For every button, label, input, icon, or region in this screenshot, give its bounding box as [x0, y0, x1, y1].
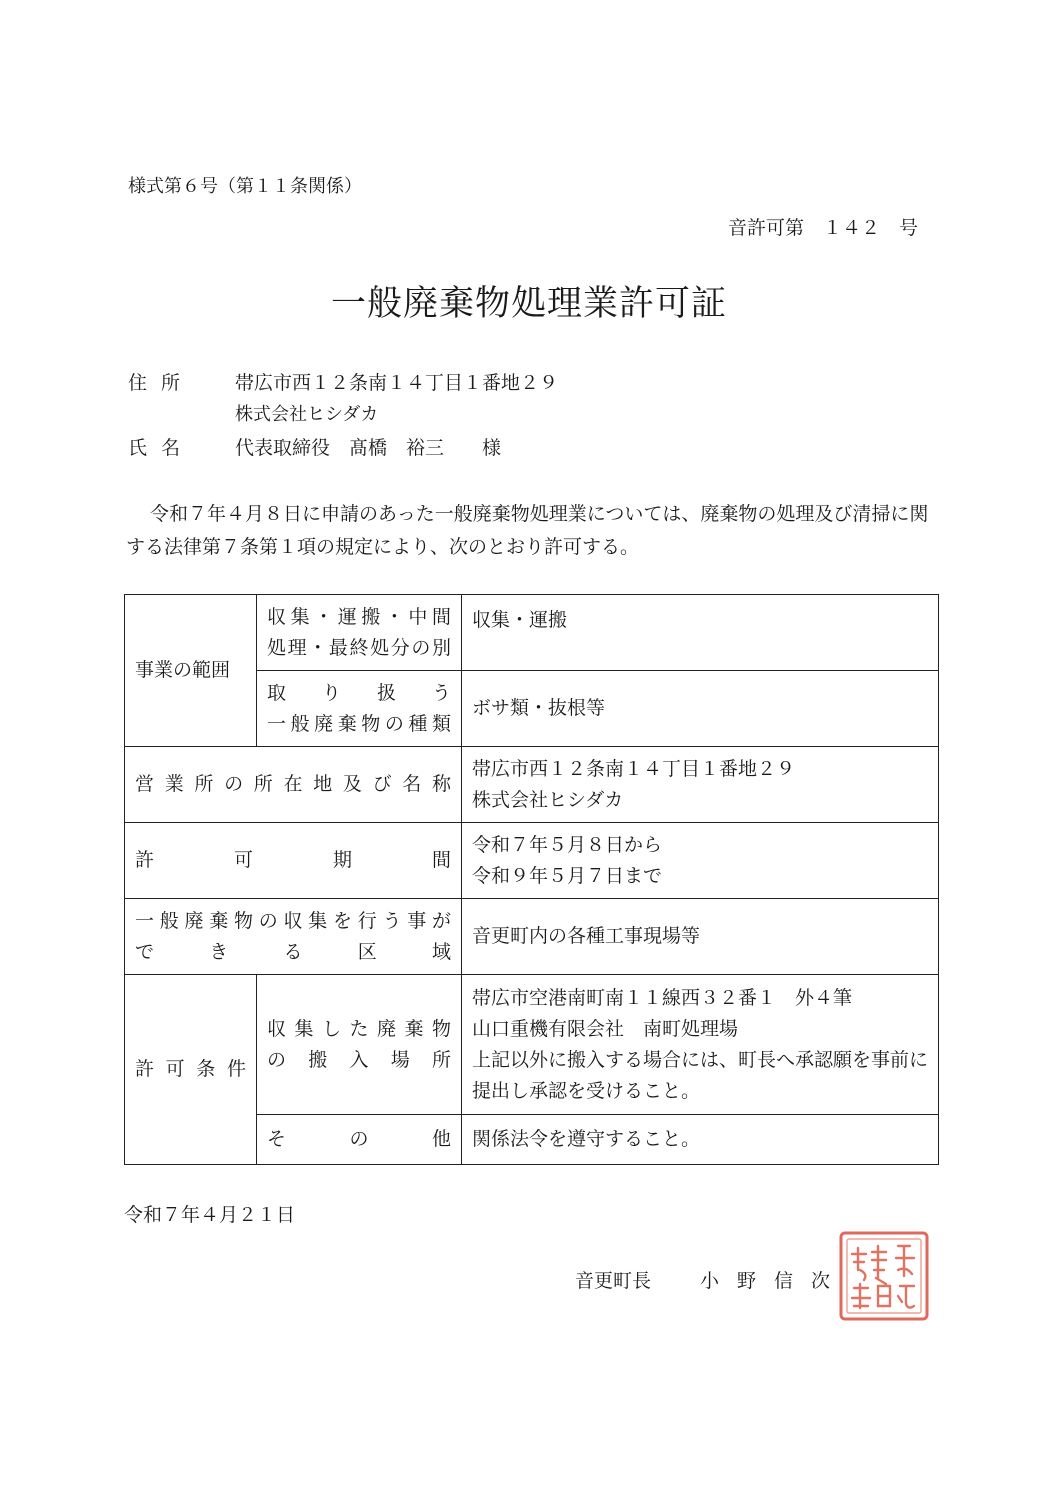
address-line-1: 帯広市西１２条南１４丁目１番地２９ [235, 372, 559, 394]
permit-table [124, 594, 939, 1165]
office-label: 営業所の所在地及び名称 [135, 773, 451, 795]
category-label-cell [257, 595, 462, 671]
other-label-cell [257, 1115, 462, 1165]
table-row [125, 823, 939, 899]
mayor-name: 小野信次 [700, 1270, 849, 1292]
waste-type-value: ボサ類・抜根等 [472, 697, 606, 719]
body-text: 令和７年４月８日に申請のあった一般廃棄物処理業については、廃棄物の処理及び清掃に関する法律第７条第１項の規定により、次のとおり許可する。 [126, 503, 929, 558]
name-label: 氏名 [128, 437, 195, 459]
delivery-label-line-1: 収集した廃棄物 [267, 1017, 451, 1040]
mayor-title: 音更町長 [575, 1270, 652, 1292]
area-value-cell [462, 899, 939, 975]
recipient-name: 代表取締役 髙橋 裕三 様 [235, 437, 502, 459]
document-title: 一般廃棄物処理業許可証 [330, 284, 727, 324]
period-value-line-1: 令和７年５月８日から [472, 833, 663, 856]
area-label-cell [125, 899, 462, 975]
category-label-line-2: 処理・最終処分の別 [267, 636, 451, 659]
address-label: 住所 [128, 372, 195, 394]
other-value: 関係法令を遵守すること。 [472, 1128, 701, 1150]
table-row [125, 595, 939, 671]
waste-type-label-line-1: 取り扱う [267, 681, 451, 704]
period-value-line-2: 令和９年５月７日まで [472, 864, 663, 887]
delivery-label-line-2: の搬入場所 [267, 1048, 451, 1071]
table-row [125, 747, 939, 823]
area-label-line-1: 一般廃棄物の収集を行う事が [135, 909, 451, 932]
delivery-label-cell [257, 975, 462, 1115]
conditions-label: 許可条件 [135, 1058, 246, 1080]
office-label-cell [125, 747, 462, 823]
period-label: 許可期間 [135, 849, 451, 871]
office-value-line-1: 帯広市西１２条南１４丁目１番地２９ [472, 757, 796, 780]
scope-label-cell [125, 595, 257, 747]
office-value-line-2: 株式会社ヒシダカ [472, 788, 624, 811]
other-label: その他 [267, 1128, 451, 1150]
category-value-cell [462, 595, 939, 671]
scope-label: 事業の範囲 [135, 659, 231, 681]
area-label-line-2: できる区域 [135, 940, 451, 963]
delivery-value-line-2: 山口重機有限会社 南町処理場 [472, 1017, 739, 1040]
office-value-cell [462, 747, 939, 823]
table-row [125, 899, 939, 975]
delivery-value-cell [462, 975, 939, 1115]
category-value: 収集・運搬 [472, 609, 568, 631]
official-seal [838, 1230, 930, 1322]
waste-type-label-line-2: 一般廃棄物の種類 [267, 712, 451, 735]
permit-number: 音許可第 １４２ 号 [727, 217, 918, 239]
waste-type-label-cell [257, 671, 462, 747]
issue-date: 令和７年４月２１日 [124, 1204, 296, 1226]
other-value-cell [462, 1115, 939, 1165]
waste-type-value-cell [462, 671, 939, 747]
period-label-cell [125, 823, 462, 899]
delivery-value-line-3: 上記以外に搬入する場合には、町長へ承認願を事前に提出し承認を受けること。 [472, 1048, 929, 1102]
category-label-line-1: 収集・運搬・中間 [267, 605, 451, 628]
period-value-cell [462, 823, 939, 899]
area-value: 音更町内の各種工事現場等 [472, 925, 701, 947]
table-row [125, 975, 939, 1115]
form-number: 様式第６号（第１１条関係） [128, 176, 362, 197]
delivery-value-line-1: 帯広市空港南町南１１線西３２番１ 外４筆 [472, 986, 853, 1009]
address-line-2: 株式会社ヒシダカ [235, 404, 379, 425]
conditions-label-cell [125, 975, 257, 1165]
